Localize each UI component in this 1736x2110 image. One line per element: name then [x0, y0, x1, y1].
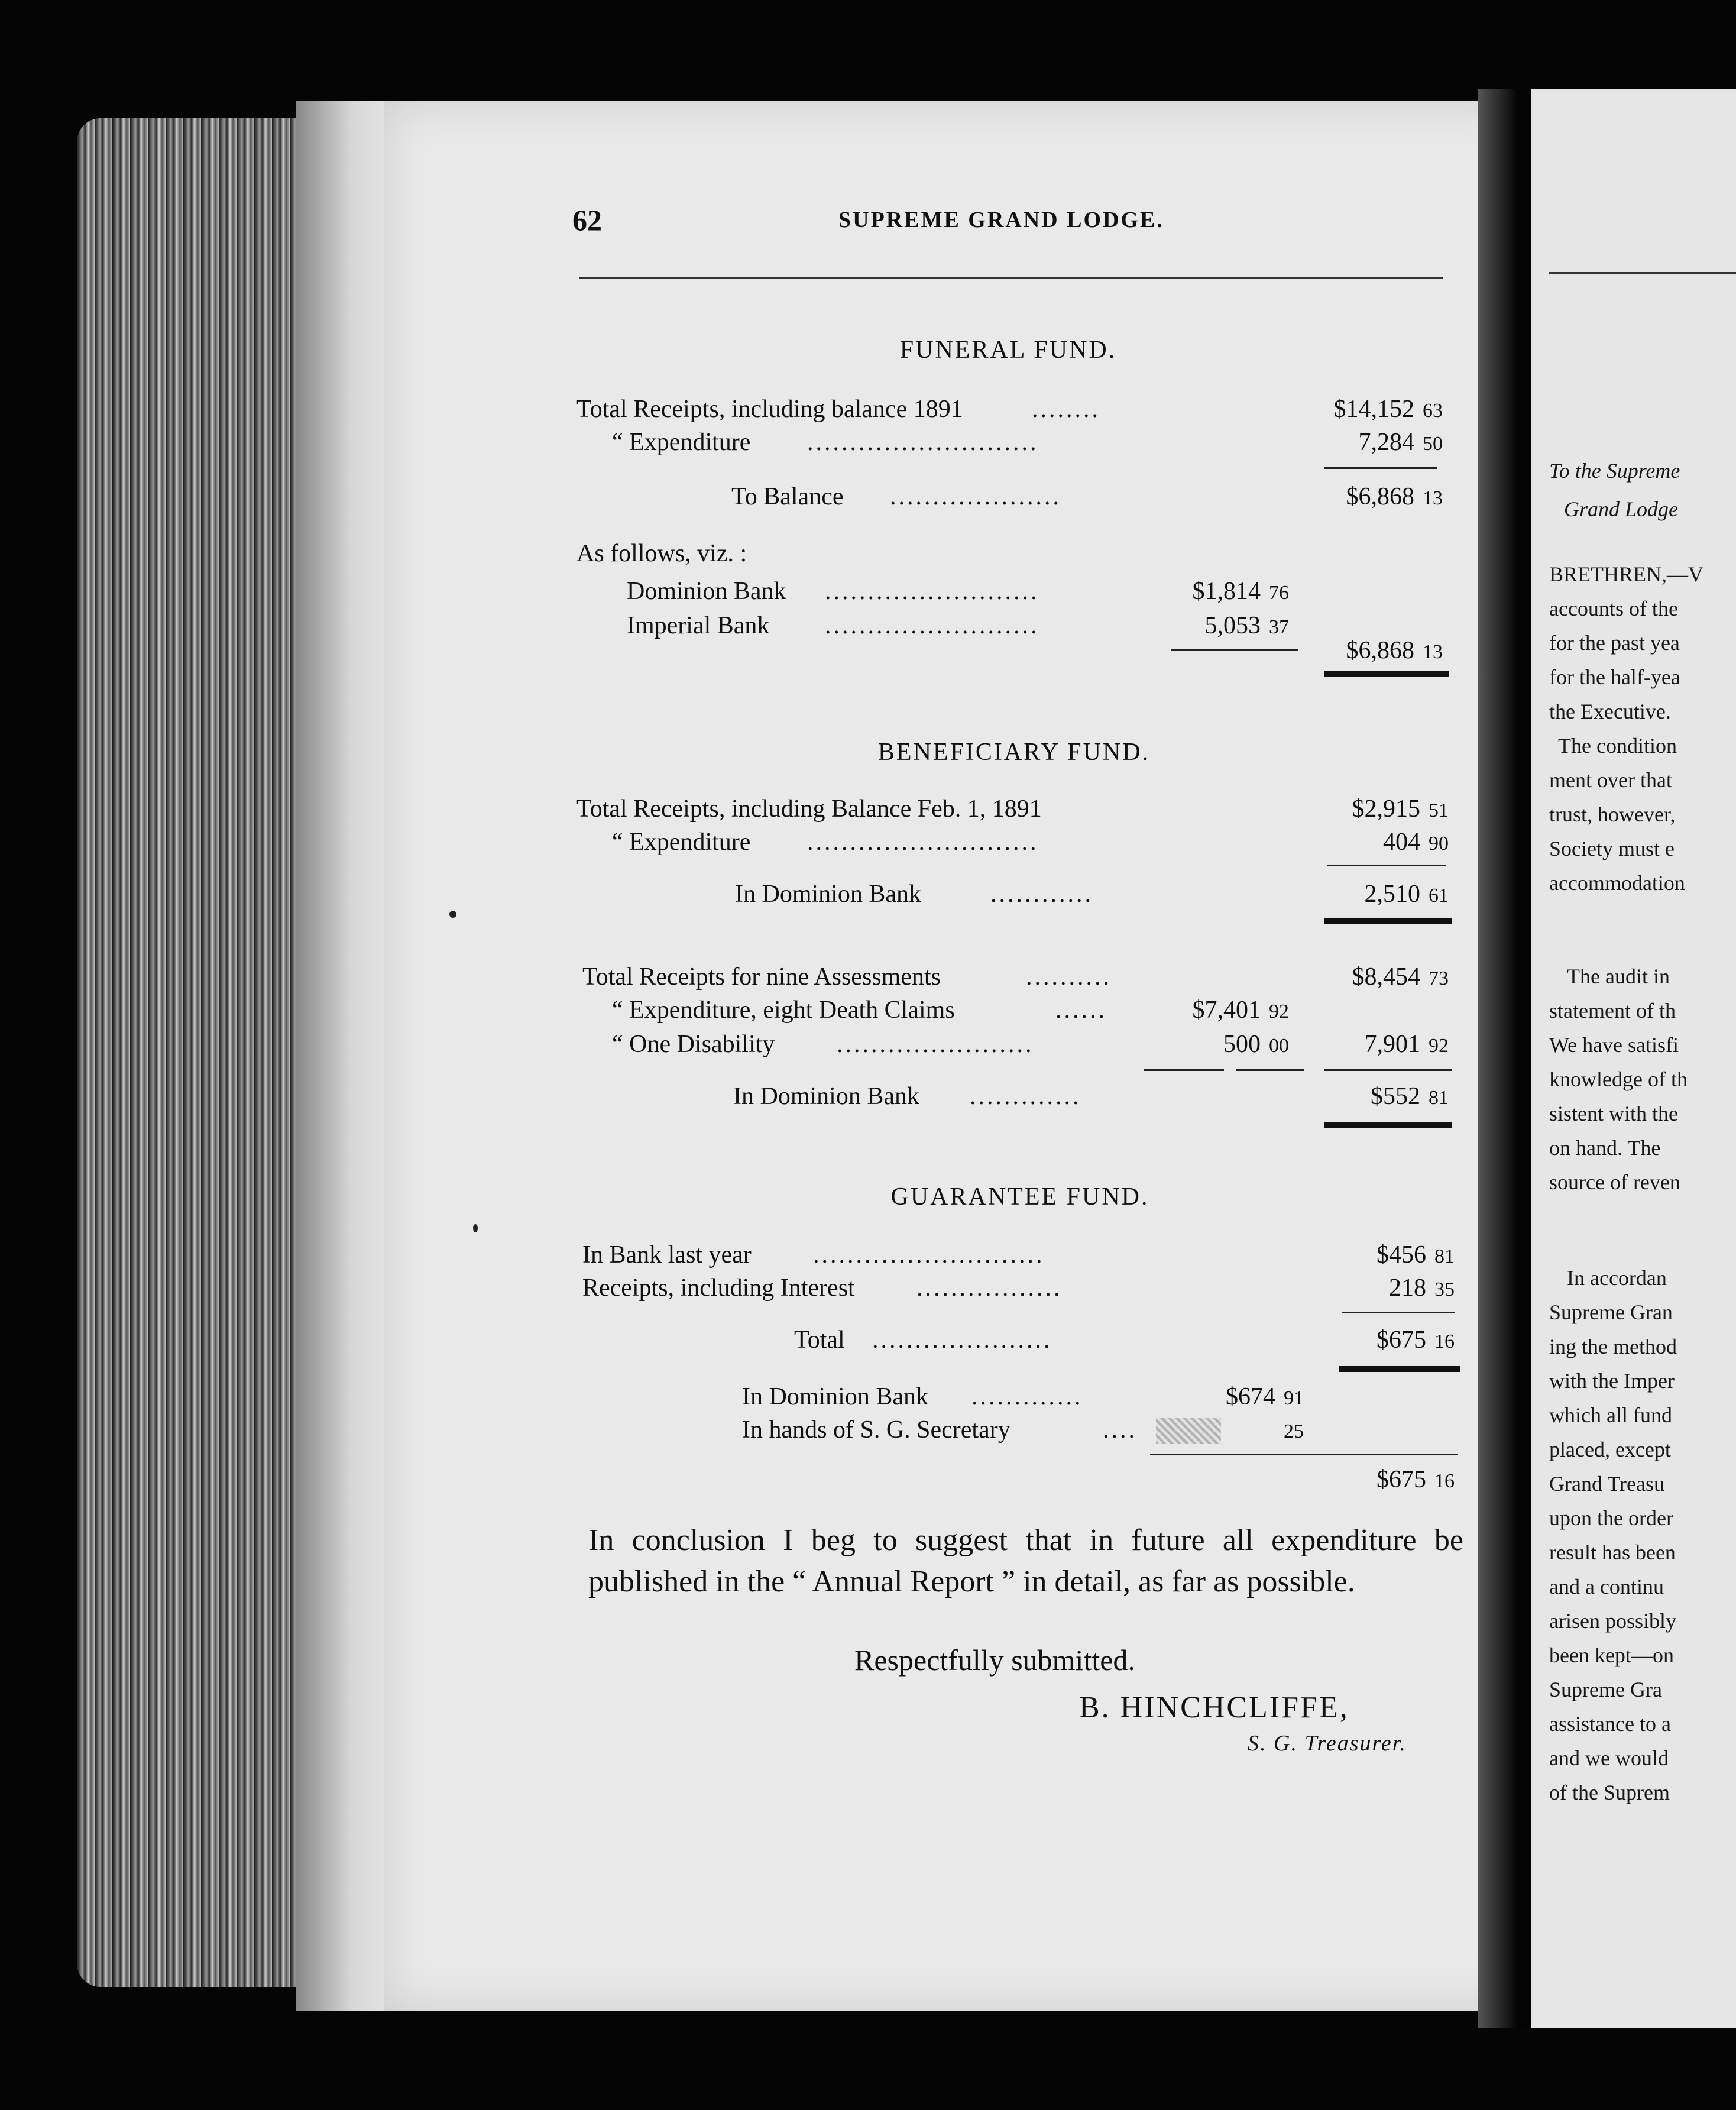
right-page-text-fragment: trust, however,	[1549, 802, 1676, 826]
signatory-title: S. G. Treasurer.	[1248, 1731, 1407, 1756]
right-page-text-fragment: on hand. The	[1549, 1136, 1661, 1160]
right-page-text-fragment: We have satisfi	[1549, 1033, 1679, 1057]
row-label: Dominion Bank	[627, 578, 786, 605]
conclusion-paragraph: In conclusion I beg to suggest that in future all expenditure be published in the “ Annual Report ” in detail, as far as possible.	[588, 1523, 1463, 1598]
sum-rule	[1171, 649, 1298, 651]
row-amount: $552 81	[1371, 1083, 1449, 1110]
right-page-text-fragment: Grand Lodge	[1564, 497, 1679, 521]
right-page-text-fragment: arisen possibly	[1549, 1609, 1676, 1633]
running-title: SUPREME GRAND LODGE.	[838, 208, 1164, 232]
guarantee-row: In hands of S. G. Secretary .... 25	[742, 1416, 1304, 1444]
right-page-text-fragment: and a continu	[1549, 1575, 1664, 1598]
right-page-text-fragment: In accordan	[1567, 1266, 1667, 1290]
row-label: Receipts, including Interest	[582, 1274, 855, 1302]
row-amount: 7,284 50	[1358, 429, 1443, 456]
row-label: Total Receipts, including balance 1891	[576, 396, 963, 423]
row-label: In hands of S. G. Secretary	[742, 1416, 1010, 1444]
double-rule	[1339, 1366, 1460, 1372]
right-page-text-fragment: and we would	[1549, 1746, 1669, 1770]
right-page	[1531, 89, 1736, 2028]
right-page-text-fragment: The audit in	[1567, 965, 1670, 988]
row-subtotal: 25	[1284, 1420, 1304, 1442]
row-amount: $675 16	[1377, 1466, 1455, 1493]
right-page-text-fragment: Supreme Gra	[1549, 1678, 1662, 1701]
right-page-text-fragment: Supreme Gran	[1549, 1300, 1673, 1324]
right-page-text-fragment: placed, except	[1549, 1438, 1671, 1461]
row-amount: $14,152 63	[1333, 396, 1443, 423]
page-edge-fade	[296, 101, 390, 2011]
double-rule	[1324, 671, 1449, 677]
row-label: In Dominion Bank	[735, 881, 921, 908]
row-amount: $6,868 13	[1346, 483, 1443, 510]
beneficiary-row: “ One Disability ....................... 500 00 7,901 92	[612, 1031, 1449, 1058]
guarantee-row: In Bank last year ........................... $456 81	[582, 1241, 1455, 1268]
right-page-text-fragment: assistance to a	[1549, 1712, 1671, 1736]
signatory-name: B. HINCHCLIFFE,	[1079, 1691, 1349, 1724]
right-page-text-fragment: knowledge of th	[1549, 1067, 1688, 1091]
beneficiary-row: “ Expenditure ........................... 404 90	[612, 829, 1449, 856]
right-page-text-fragment: ment over that	[1549, 768, 1672, 792]
beneficiary-row: In Dominion Bank ............ 2,510 61	[735, 881, 1449, 908]
row-label: “ Expenditure	[612, 829, 751, 856]
row-amount: $456 81	[1377, 1241, 1455, 1268]
row-label: In Dominion Bank	[742, 1383, 928, 1410]
right-page-text-fragment: result has been	[1549, 1541, 1676, 1564]
funeral-row: Dominion Bank ......................... $1,814 76	[627, 578, 1289, 605]
sum-rule	[1150, 1454, 1458, 1455]
right-page-text-fragment: which all fund	[1549, 1403, 1672, 1427]
right-page-text-fragment: Society must e	[1549, 837, 1675, 860]
row-label: “ One Disability	[612, 1031, 775, 1058]
funeral-row: Imperial Bank ......................... 5,053 37 $6,868 13	[627, 612, 1443, 664]
row-amount: 404 90	[1383, 829, 1449, 856]
right-page-text-fragment: upon the order	[1549, 1506, 1673, 1530]
page-speck	[449, 911, 456, 918]
beneficiary-row: “ Expenditure, eight Death Claims ...... $7,401 92	[612, 996, 1289, 1024]
right-page-text-fragment: accommodation	[1549, 871, 1685, 895]
row-amount: 2,510 61	[1364, 881, 1449, 908]
funeral-row	[576, 539, 1460, 572]
beneficiary-fund-heading: BENEFICIARY FUND.	[877, 739, 1151, 766]
right-page-text-fragment: for the half-yea	[1549, 665, 1680, 689]
respectfully-submitted: Respectfully submitted.	[854, 1643, 1135, 1677]
beneficiary-row: In Dominion Bank ............. $552 81	[733, 1083, 1449, 1110]
sum-rule	[1236, 1069, 1304, 1071]
row-label: Total Receipts, including Balance Feb. 1, 1891	[576, 795, 1042, 823]
right-page-text-fragment: statement of th	[1549, 999, 1676, 1022]
right-page-text-fragment: BRETHREN,—V	[1549, 562, 1703, 586]
right-page-text-fragment: of the Suprem	[1549, 1781, 1670, 1804]
ink-smudge	[1156, 1418, 1221, 1444]
beneficiary-row	[576, 795, 1460, 828]
row-label: Imperial Bank	[627, 612, 770, 639]
guarantee-row: Total ..................... $675 16	[794, 1326, 1455, 1354]
sum-rule	[1324, 1069, 1452, 1071]
right-page-rule	[1549, 272, 1736, 274]
row-amount: $2,915 51	[1352, 795, 1449, 823]
right-page-text-fragment: ing the method	[1549, 1335, 1677, 1358]
right-page-text-fragment: accounts of the	[1549, 597, 1678, 620]
row-label: In Dominion Bank	[733, 1083, 919, 1110]
row-amount: 218 35	[1389, 1274, 1455, 1302]
row-subtotal: $7,401 92	[1192, 996, 1289, 1024]
double-rule	[1324, 918, 1452, 924]
right-page-text-fragment: with the Imper	[1549, 1369, 1675, 1393]
guarantee-row	[576, 1465, 1460, 1499]
right-page-text-fragment: Grand Treasu	[1549, 1472, 1664, 1496]
page-number: 62	[572, 203, 602, 237]
row-label: Total	[794, 1326, 845, 1354]
row-label: As follows, viz. :	[576, 540, 747, 567]
beneficiary-row: Total Receipts for nine Assessments .......... $8,454 73	[582, 963, 1449, 991]
right-page-text-fragment: been kept—on	[1549, 1643, 1674, 1667]
funeral-row: Total Receipts, including balance 1891 ........ $14,152 63	[576, 396, 1443, 423]
right-page-text-fragment: for the past yea	[1549, 631, 1680, 655]
row-label: To Balance	[731, 483, 844, 510]
row-label: In Bank last year	[582, 1241, 752, 1268]
funeral-fund-heading: FUNERAL FUND.	[899, 336, 1117, 364]
sum-rule	[1327, 865, 1446, 866]
guarantee-fund-heading: GUARANTEE FUND.	[890, 1183, 1149, 1211]
row-label: “ Expenditure	[612, 429, 751, 456]
funeral-row: “ Expenditure ........................... 7,284 50	[612, 429, 1443, 456]
guarantee-row: Receipts, including Interest ................. 218 35	[582, 1274, 1455, 1302]
guarantee-row: In Dominion Bank ............. $674 91	[742, 1383, 1304, 1410]
header-rule	[579, 277, 1443, 279]
right-page-text-fragment: the Executive.	[1549, 700, 1671, 723]
sum-rule	[1342, 1312, 1455, 1313]
row-subtotal: $1,814 76	[1192, 578, 1289, 605]
row-amount: $8,454 73	[1352, 963, 1449, 991]
sum-rule	[1144, 1069, 1224, 1071]
right-page-text-fragment: The condition	[1558, 734, 1677, 758]
double-rule	[1324, 1122, 1452, 1128]
row-subtotal: $674 91	[1226, 1383, 1304, 1410]
sum-rule	[1324, 467, 1437, 469]
row-subtotal: 500 00	[1223, 1031, 1289, 1058]
row-label: Total Receipts for nine Assessments	[582, 963, 941, 991]
row-amount: 7,901 92	[1364, 1031, 1449, 1058]
row-amount: $6,868 13	[1346, 637, 1443, 664]
row-subtotal: 5,053 37	[1204, 612, 1289, 639]
right-page-text-fragment: sistent with the	[1549, 1102, 1678, 1125]
funeral-row: To Balance .................... $6,868 13	[731, 483, 1443, 510]
row-label: “ Expenditure, eight Death Claims	[612, 996, 955, 1024]
right-page-text-fragment: To the Supreme	[1549, 459, 1680, 483]
row-amount: $675 16	[1377, 1326, 1455, 1354]
right-page-text-fragment: source of reven	[1549, 1170, 1680, 1194]
page-speck	[473, 1224, 478, 1232]
